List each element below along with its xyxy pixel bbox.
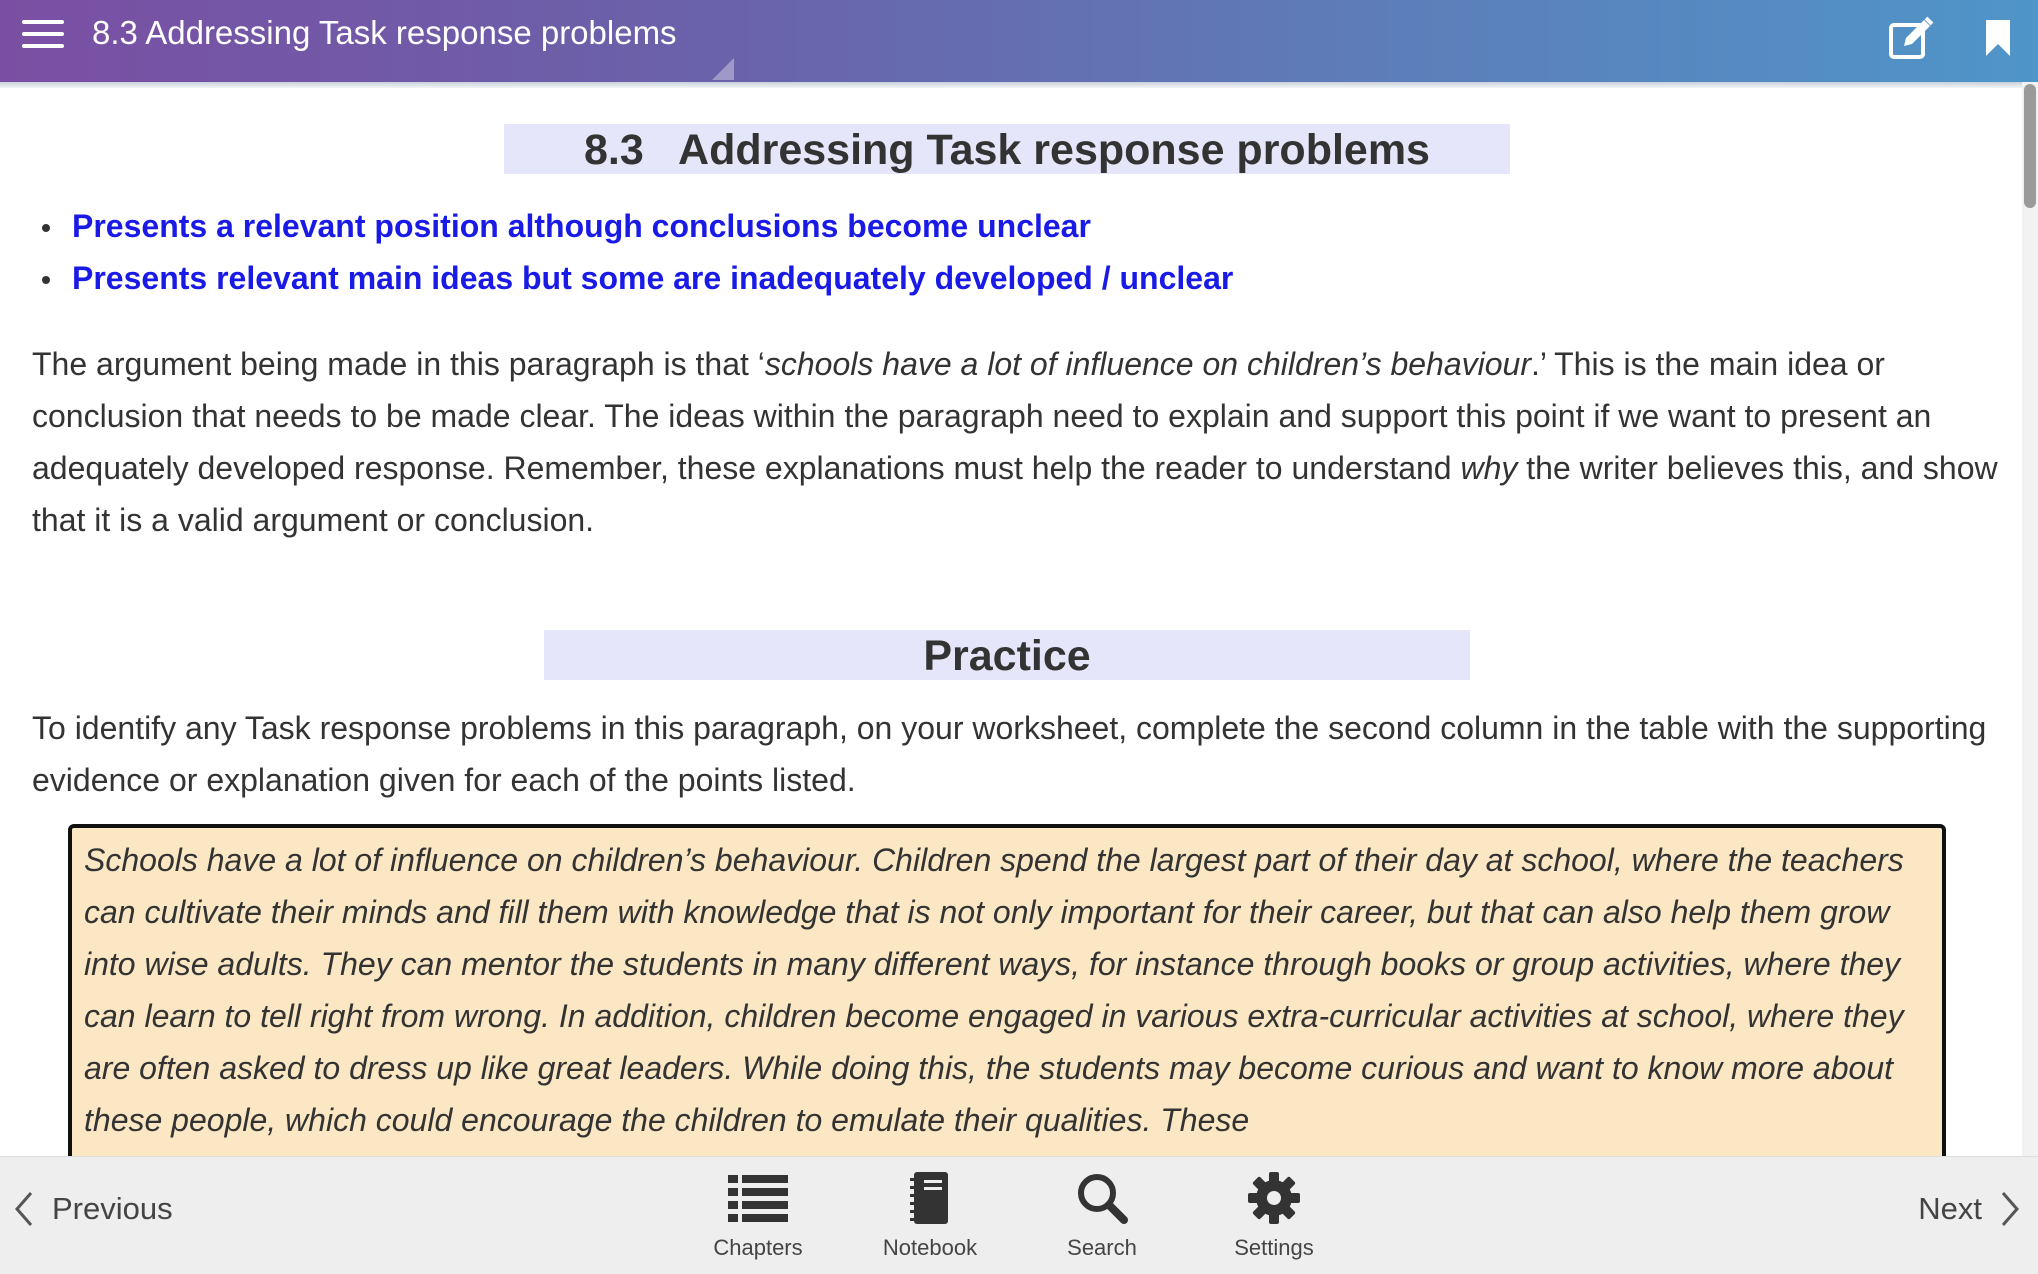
search-icon <box>1032 1167 1172 1229</box>
tab-label: Search <box>1067 1235 1137 1260</box>
tab-label: Chapters <box>713 1235 803 1260</box>
edit-note-icon[interactable] <box>1888 16 1934 62</box>
page-content[interactable] <box>0 88 2020 1156</box>
hamburger-menu-icon[interactable] <box>22 20 64 54</box>
page-heading: 8.3 Addressing Task response problems <box>504 124 1510 174</box>
scrollbar-thumb[interactable] <box>2024 84 2036 208</box>
tab-chapters[interactable] <box>688 1167 828 1261</box>
bottom-nav-bar <box>0 1156 2038 1274</box>
tab-label: Notebook <box>882 1235 978 1260</box>
scrollbar-track[interactable] <box>2022 82 2038 1156</box>
chevron-left-icon <box>14 1191 34 1227</box>
practice-heading: Practice <box>544 630 1470 680</box>
list-item: Presents relevant main ideas but some are inadequately developed / unclear <box>40 252 1233 304</box>
title-fold-corner <box>712 58 734 80</box>
next-button[interactable] <box>1918 1191 2020 1227</box>
list-item: Presents a relevant position although conclusions become unclear <box>40 200 1233 252</box>
intro-paragraph: The argument being made in this paragraph is that ‘schools have a lot of influence on children’s behaviour.’ This is the main idea or conclusion that needs to be made clear. The ideas within the paragraph need to explain and support this point if we want to present an adequately developed response. Remember, these explanations must help the reader to understand why the writer believes this, and show that it is a valid argument or conclusion. <box>32 346 1998 538</box>
previous-label: Previous <box>52 1191 173 1226</box>
tab-notebook[interactable] <box>860 1167 1000 1261</box>
bookmark-icon[interactable] <box>1982 18 2014 58</box>
next-label: Next <box>1918 1191 1982 1226</box>
tab-label: Settings <box>1234 1235 1314 1260</box>
tab-search[interactable] <box>1032 1167 1172 1261</box>
gear-icon <box>1204 1167 1344 1229</box>
chevron-right-icon <box>2000 1191 2020 1227</box>
notebook-icon <box>860 1167 1000 1229</box>
app-title: 8.3 Addressing Task response problems <box>92 14 677 51</box>
criteria-list <box>40 200 1233 304</box>
previous-button[interactable] <box>14 1191 173 1227</box>
top-app-bar <box>0 0 2038 82</box>
tab-settings[interactable] <box>1204 1167 1344 1261</box>
list-icon <box>688 1167 828 1229</box>
essay-paragraph-box: Schools have a lot of influence on children’s behaviour. Children spend the largest part of their day at school, where the teachers can cultivate their minds and fill them with knowledge that is not only important for their career, but that can also help them grow into wise adults. They can mentor the students in many different ways, for instance through books or group activities, where they can learn to tell right from wrong. In addition, children become engaged in various extra-curricular activities at school, where they are often asked to dress up like great leaders. While doing this, the students may become curious and want to know more about these people, which could encourage the children to emulate their qualities. These <box>68 824 1946 1156</box>
practice-instructions: To identify any Task response problems in this paragraph, on your worksheet, complete the second column in the table with the supporting evidence or explanation given for each of the points listed. <box>32 710 1987 798</box>
